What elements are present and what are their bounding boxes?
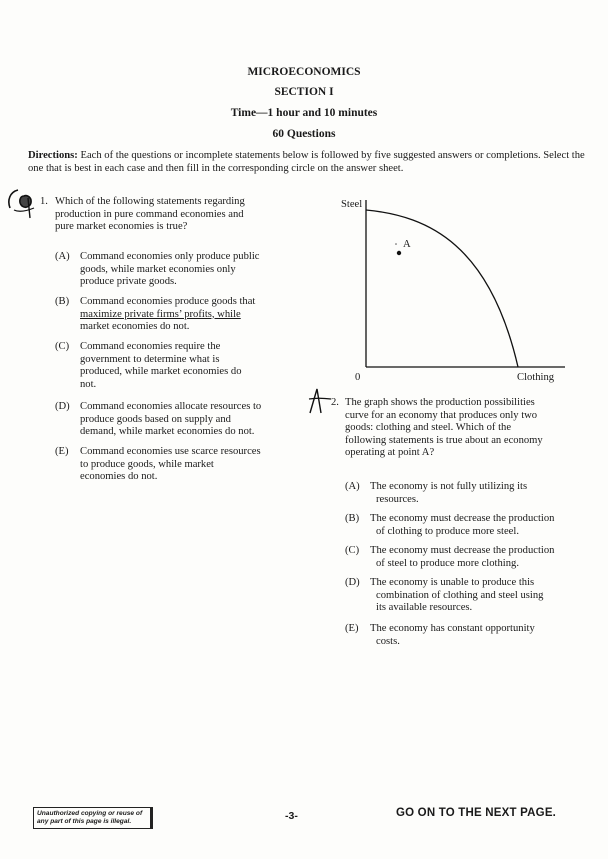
question-1-stem-line: Which of the following statements regarding (55, 196, 245, 207)
question-1-choice-e (55, 446, 305, 486)
choice-text-line: The economy is unable to produce this (370, 577, 535, 588)
choice-text-line: produce goods based on supply and (80, 413, 231, 425)
point-a-label: A (403, 239, 411, 250)
choice-label: (E) (345, 623, 359, 634)
point-a (397, 251, 401, 255)
choice-text-line: costs. (376, 635, 400, 647)
choice-text-line: of steel to produce more clothing. (376, 557, 519, 569)
choice-text-line: The economy must decrease the production (370, 513, 555, 524)
ppc-graph (360, 196, 580, 372)
copyright-line: any part of this page is illegal. (37, 818, 132, 825)
ppc-curve (366, 210, 518, 367)
question-1-number: 1. (40, 196, 48, 207)
question-2 (331, 397, 593, 463)
question-2-stem-line: following statements is true about an economy (345, 434, 543, 446)
question-2-stem-line: operating at point A? (345, 447, 435, 459)
question-2-choice-d (345, 577, 590, 617)
page-number: -3- (285, 810, 298, 822)
choice-text-line: government to determine what is (80, 353, 220, 365)
question-1-stem-line: pure market economies is true? (55, 221, 188, 233)
choice-text-line: not. (80, 378, 97, 390)
question-2-choice-b (345, 513, 595, 541)
question-2-choice-e (345, 623, 590, 651)
choice-text-line: Command economies allocate resources to (80, 401, 262, 412)
choice-label: (B) (345, 513, 360, 524)
question-count: 60 Questions (272, 128, 336, 140)
question-2-number: 2. (331, 397, 339, 408)
time-limit: Time—1 hour and 10 minutes (230, 107, 378, 119)
choice-text-line: resources. (376, 493, 419, 505)
choice-text-line: Command economies use scarce resources (80, 446, 261, 457)
choice-label: (A) (345, 481, 360, 492)
subject-title: MICROECONOMICS (247, 66, 361, 78)
question-2-choice-c (345, 545, 595, 573)
choice-text-line: maximize private firms’ profits, while (80, 308, 241, 320)
question-1 (40, 196, 300, 236)
choice-label: (D) (345, 577, 360, 588)
choice-label: (B) (55, 296, 70, 307)
choice-label: (E) (55, 446, 69, 457)
choice-text-line: demand, while market economies do not. (80, 426, 255, 438)
choice-text-line: produced, while market economies do (80, 366, 242, 378)
choice-text-line: Command economies require the (80, 341, 221, 352)
y-axis-label: Steel (341, 199, 363, 210)
question-2-stem-line: goods: clothing and steel. Which of the (345, 422, 512, 434)
choice-label: (C) (345, 545, 360, 556)
choice-text-line: The economy must decrease the production (370, 545, 555, 556)
next-page-notice: GO ON TO THE NEXT PAGE. (396, 807, 557, 819)
question-1-choice-c (55, 341, 295, 395)
copyright-line: Unauthorized copying or reuse of (37, 810, 143, 817)
choice-text-line: of clothing to produce more steel. (376, 525, 519, 537)
choice-label: (D) (55, 401, 70, 412)
choice-text-line: produce private goods. (80, 276, 177, 288)
directions-text: Each of the questions or incomplete statements below is followed by five suggested answers or completions. Select the one that is best in each case and then fill in the corresponding circle on the answer sheet. (28, 150, 585, 174)
question-2-stem-line: curve for an economy that produces only two (345, 409, 538, 421)
choice-text-line: Command economies produce goods that (80, 296, 256, 307)
question-1-stem-line: production in pure command economies and (55, 208, 244, 220)
directions-label: Directions: (28, 150, 78, 161)
section-title: SECTION I (274, 86, 334, 98)
question-1-choice-a (55, 251, 295, 291)
choice-label: (A) (55, 251, 70, 262)
origin-label: 0 (355, 372, 361, 383)
choice-text-line: combination of clothing and steel using (376, 589, 544, 601)
choice-text-line: Command economies only produce public (80, 251, 260, 262)
question-1-choice-d (55, 401, 305, 441)
question-1-choice-b (55, 296, 295, 336)
copyright-notice (33, 807, 153, 829)
choice-label: (C) (55, 341, 70, 352)
question-2-stem-line: The graph shows the production possibilities (345, 397, 535, 408)
handwritten-mark-q2 (307, 387, 333, 415)
x-axis-label: Clothing (517, 372, 555, 383)
choice-text-line: goods, while market economies only (80, 263, 236, 275)
choice-text-line: to produce goods, while market (80, 458, 214, 470)
choice-text-line: its available resources. (376, 602, 473, 614)
handwritten-mark-q1 (4, 186, 38, 226)
choice-text-line: The economy has constant opportunity (370, 623, 535, 634)
choice-text-line: market economies do not. (80, 321, 190, 333)
directions (28, 149, 588, 175)
choice-text-line: economies do not. (80, 471, 158, 483)
choice-text-line: The economy is not fully utilizing its (370, 481, 528, 492)
question-2-choice-a (345, 481, 590, 509)
